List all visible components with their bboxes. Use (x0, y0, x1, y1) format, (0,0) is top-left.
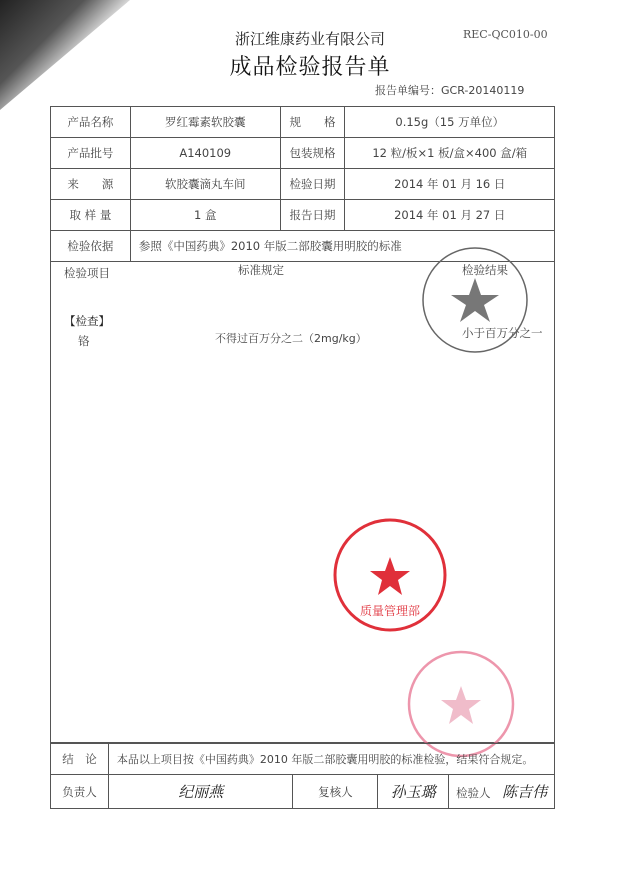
label: 来 源 (51, 169, 131, 200)
conclusion-label: 结 论 (51, 744, 109, 775)
label: 规 格 (280, 107, 345, 138)
label: 报告日期 (280, 200, 345, 231)
responsible-signature: 纪丽燕 (108, 775, 293, 809)
responsible-label: 负责人 (51, 775, 109, 809)
value: 罗红霉素软胶囊 (130, 107, 280, 138)
test-item: 铬 (78, 334, 90, 348)
col-standard-header: 标准规定 (238, 263, 284, 277)
stamp1-dept: 质量管理部 (359, 604, 421, 618)
inspector-label-and-signature (449, 775, 555, 809)
table-row (51, 169, 555, 200)
table-row (51, 200, 555, 231)
section-label: 【检查】 (64, 314, 110, 328)
table-row (51, 775, 555, 809)
star-icon (451, 278, 499, 322)
inspector-label: 检验人 (456, 786, 491, 800)
label: 产品批号 (51, 138, 131, 169)
conclusion-table (50, 743, 555, 809)
value: 1 盒 (130, 200, 280, 231)
report-number-label: 报告单编号： (375, 84, 441, 97)
label: 包装规格 (280, 138, 345, 169)
value: 12 粒/板×1 板/盒×400 盒/箱 (345, 138, 555, 169)
table-row (51, 138, 555, 169)
label: 检验日期 (280, 169, 345, 200)
basis-value: 参照《中国药典》2010 年版二部胶囊用明胶的标准 (130, 231, 554, 262)
table-row (51, 107, 555, 138)
inspector-signature: 陈吉伟 (502, 783, 548, 801)
star-icon (370, 557, 410, 595)
col-item-header: 检验项目 (64, 266, 110, 280)
col-result-header: 检验结果 (462, 263, 508, 277)
table-row (51, 744, 555, 775)
reviewer-label: 复核人 (293, 775, 378, 809)
label: 产品名称 (51, 107, 131, 138)
info-table (50, 106, 555, 262)
label: 取 样 量 (51, 200, 131, 231)
value: 2014 年 01 月 27 日 (345, 200, 555, 231)
value: 软胶囊滴丸车间 (130, 169, 280, 200)
report-number (375, 82, 524, 98)
value: 0.15g（15 万单位） (345, 107, 555, 138)
test-standard: 不得过百万分之二（2mg/kg） (215, 332, 367, 345)
conclusion-value: 本品以上项目按《中国药典》2010 年版二部胶囊用明胶的标准检验，结果符合规定。 (108, 744, 554, 775)
report-number-value: GCR-20140119 (441, 84, 525, 97)
gray-stamp (420, 245, 530, 355)
value: 2014 年 01 月 16 日 (345, 169, 555, 200)
company-stamp-red (330, 515, 450, 635)
star-icon (441, 686, 481, 724)
basis-label: 检验依据 (51, 231, 131, 262)
doc-code: REC-QC010-00 (463, 28, 548, 41)
value: A140109 (130, 138, 280, 169)
document-title: 成品检验报告单 (229, 55, 391, 80)
company-name: 浙江维康药业有限公司 (234, 30, 385, 48)
test-result: 小于百万分之一 (462, 326, 543, 340)
reviewer-signature: 孙玉璐 (378, 775, 449, 809)
